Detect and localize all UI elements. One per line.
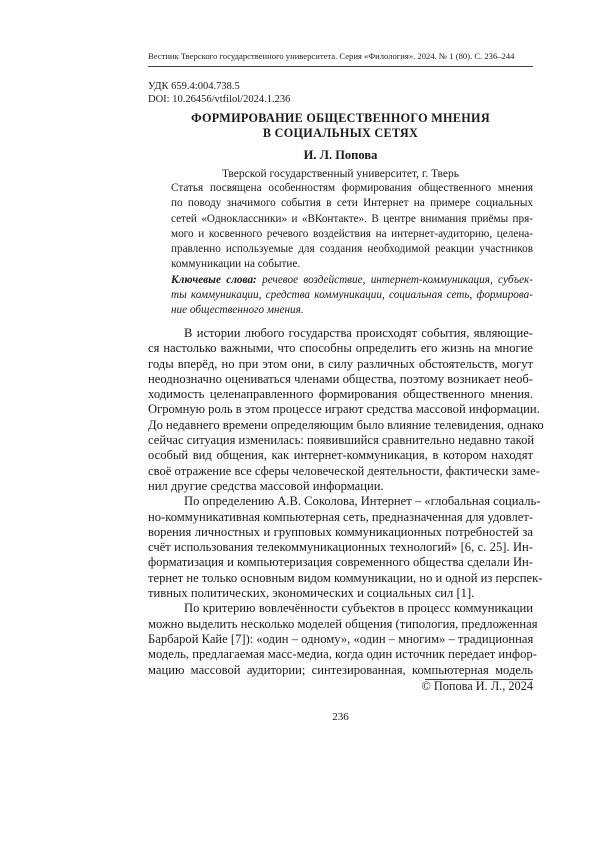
udk-code: УДК 659.4:004.738.5 <box>148 80 290 93</box>
body-line: модель, предлагаемая масс-медиа, когда один источник передает инфор- <box>148 647 533 662</box>
page-number: 236 <box>148 711 533 723</box>
body-line: нил другие средства массовой информации. <box>148 479 533 494</box>
body-line: можно выделить несколько моделей общения (типология, предложенная <box>148 617 533 632</box>
copyright: © Попова И. Л., 2024 <box>148 679 533 694</box>
body-line: годы вперёд, но при этом они, в силу различных обстоятельств, могут <box>148 357 533 372</box>
abstract-line: мого и косвенного речевого воздействия на интернет-аудиторию, целена- <box>171 227 533 242</box>
article-title <box>148 111 533 141</box>
keywords-label: Ключевые слова: <box>171 274 257 286</box>
identifiers <box>148 80 290 106</box>
body-line: По критерию вовлечённости субъектов в процесс коммуникации <box>148 601 533 616</box>
abstract-line: Статья посвящена особенностям формирования общественного мнения <box>171 181 533 196</box>
body-line: Барбарой Кайе [7]): «один – одному», «один – многим» – традиционная <box>148 632 533 647</box>
abstract-line: сетей «Одноклассники» и «ВКонтакте». В центре внимания приёмы пря- <box>171 212 533 227</box>
body-line: Огромную роль в этом процессе играют средства массовой информации. <box>148 402 533 417</box>
affiliation: Тверской государственный университет, г. Тверь <box>148 168 533 180</box>
keywords-line: ты коммуникации, средства коммуникации, социальная сеть, формирова- <box>171 288 533 303</box>
body-line: тернет не только основным видом коммуникации, но и одной из перспек- <box>148 571 533 586</box>
doi: DOI: 10.26456/vtfilol/2024.1.236 <box>148 93 290 106</box>
keywords-line: ние общественного мнения. <box>171 303 533 318</box>
running-head: Вестник Тверского государственного университета. Серия «Филология». 2024. № 1 (80). С. 236–244 <box>148 51 533 61</box>
abstract-line: правленно используемые для создания необходимой реакции участников <box>171 242 533 257</box>
body-line: счёт использования телекоммуникационных технологий» [6, с. 25]. Ин- <box>148 540 533 555</box>
body-line: До недавнего времени определяющим было влияние телевидения, однако <box>148 418 533 433</box>
body-text <box>148 326 533 678</box>
body-line: своё отражение все сферы человеческой деятельности, фактически заме- <box>148 464 533 479</box>
body-line: В истории любого государства происходят события, являющие- <box>148 326 533 341</box>
body-line: По определению А.В. Соколова, Интернет – «глобальная социаль- <box>148 494 533 509</box>
keywords-line <box>171 273 533 288</box>
body-line: ходимость целенаправленного формирования общественного мнения. <box>148 387 533 402</box>
body-line: ворения личностных и групповых коммуникационных потребностей за <box>148 525 533 540</box>
abstract-line: по поводу значимого события в сети Интернет на примере социальных <box>171 196 533 211</box>
author: И. Л. Попова <box>148 148 533 163</box>
body-line: особый вид общения, как интернет-коммуникация, в котором находят <box>148 448 533 463</box>
body-line: мацию массовой аудитории; синтезированная, компьютерная модель <box>148 663 533 678</box>
title-line: В СОЦИАЛЬНЫХ СЕТЯХ <box>148 126 533 141</box>
body-line: неоднозначно оцениваться членами общества, поэтому возникает необ- <box>148 372 533 387</box>
abstract <box>171 181 533 318</box>
body-line: форматизация и компьютеризация современного общества сделали Ин- <box>148 555 533 570</box>
header-rule <box>148 66 533 67</box>
body-line: тивных политических, экономических и социальных сил [1]. <box>148 586 533 601</box>
body-line: ся настолько важными, что способны определить его жизнь на многие <box>148 341 533 356</box>
keywords-text: речевое воздействие, интернет-коммуникация, субъек- <box>257 274 533 286</box>
title-line: ФОРМИРОВАНИЕ ОБЩЕСТВЕННОГО МНЕНИЯ <box>148 111 533 126</box>
abstract-line: коммуникации на событие. <box>171 257 533 272</box>
body-line: сейчас ситуация изменилась: появившийся сравнительно недавно такой <box>148 433 533 448</box>
body-line: но-коммуникативная компьютерная сеть, предназначенная для удовлет- <box>148 510 533 525</box>
